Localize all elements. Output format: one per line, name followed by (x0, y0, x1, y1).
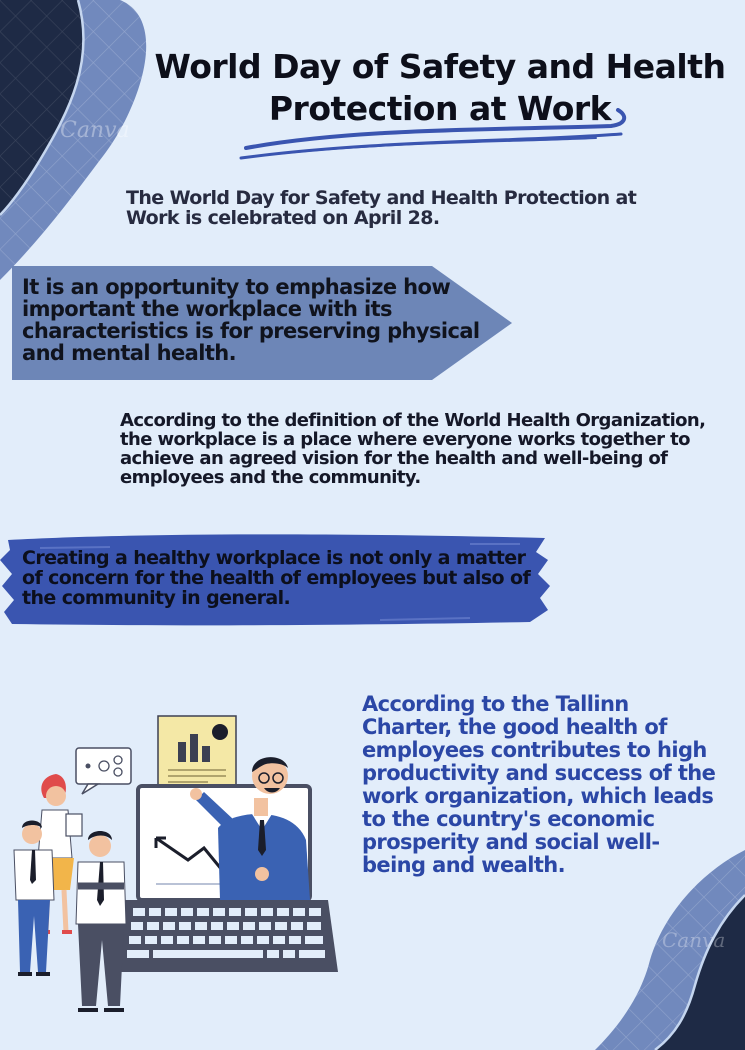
underline-swoosh-icon (236, 108, 636, 168)
arrow-callout-text: It is an opportunity to emphasize how important the workplace with its characteristics is for preserving physical and mental health. (22, 275, 480, 365)
who-definition-text: According to the definition of the World Health Organization, the workplace is a place where everyone works together to achieve an agreed vision for the health and well-being of employees and the community. (120, 410, 706, 488)
corner-decoration-top-left (0, 0, 200, 300)
watermark: Canva (662, 928, 726, 952)
business-team-presentation-illustration (8, 710, 348, 1020)
man-center-figure (76, 831, 126, 1010)
watermark: Canva (60, 118, 130, 143)
intro-text: The World Day for Safety and Health Protection at Work is celebrated on April 28. (126, 187, 637, 229)
tallinn-charter-text: According to the Tallinn Charter, the good health of employees contributes to high productivity and success of the work organization, which leads to the country's economic prosperity and social well-being and wealth. (362, 692, 716, 877)
page-title: World Day of Safety and Health Protection at Work (154, 47, 726, 128)
chat-bubble-icon (76, 748, 131, 794)
brush-callout-text: Creating a healthy workplace is not only a matter of concern for the health of employees but also of the community in general. (22, 547, 531, 609)
